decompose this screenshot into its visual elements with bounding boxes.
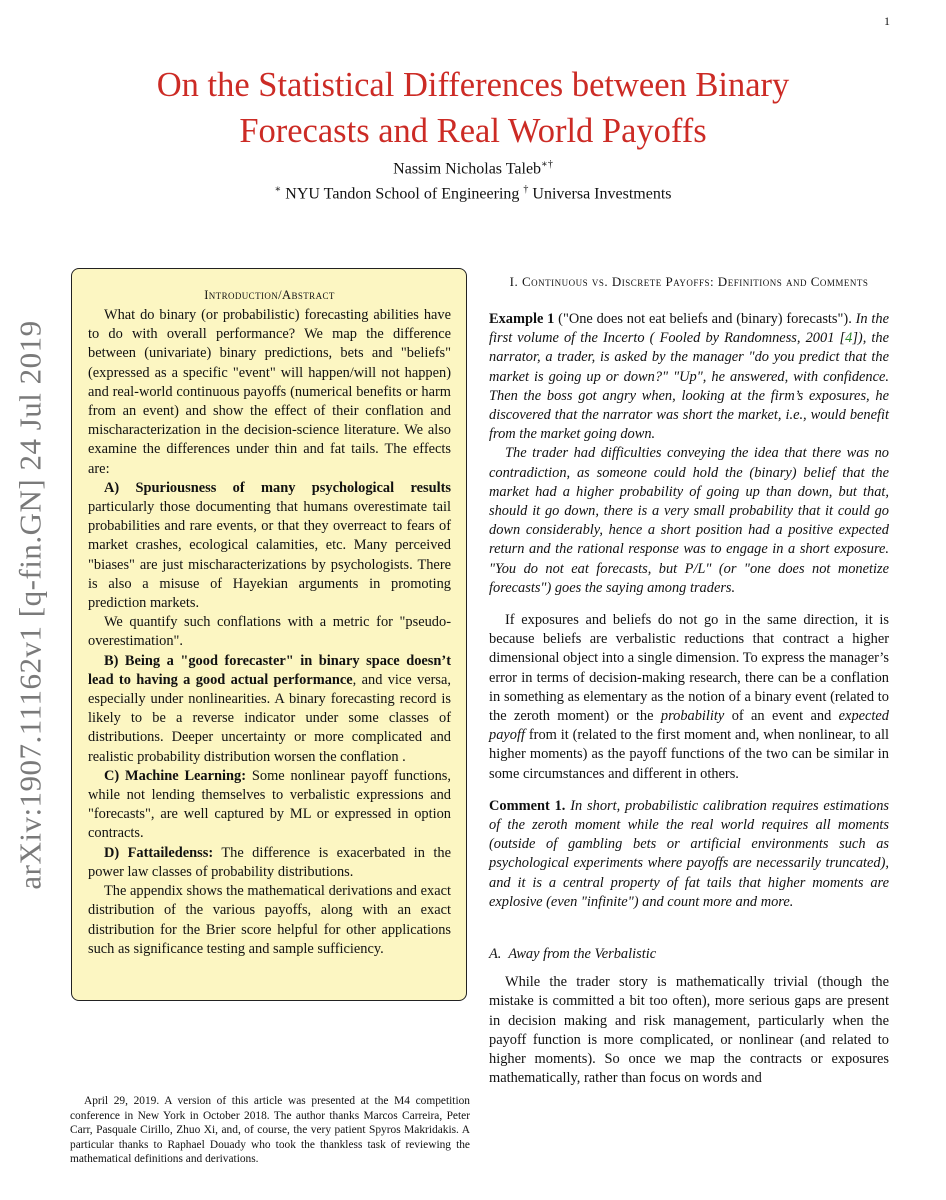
paper-title <box>60 62 886 154</box>
exposures-part-2: of an event and <box>724 708 839 725</box>
exposures-part-1: If exposures and beliefs do not go in the same direction, it is because beliefs are verbalistic reductions that contract a higher dimensional object into a single dimension. To express the manager’s error in terms of decision-making research, there can be a conflation in something as elementary as the notion of a binary event (related to the zeroth moment) or the <box>489 612 889 725</box>
arxiv-stamp-container <box>2 310 60 900</box>
author-name: Nassim Nicholas Taleb <box>393 160 542 178</box>
section-heading <box>489 272 889 292</box>
exposures-paragraph <box>489 611 889 784</box>
abstract-intro: What do binary (or probabilistic) forecasting abilities have to do with overall performance? We map the difference between (univariate) binary predictions, bets and "beliefs" (expressed as a specific "event" will happen/will not happen) and real-world continuous payoffs (numerical benefits or harm from an event) and show the effect of their conflation and mischaracterization in the decision-science literature. We also examine the differences under thin and fat tails. The effects are: <box>88 307 451 477</box>
subsection-heading <box>489 946 889 963</box>
item-d-title: D) Fattailedenss: <box>104 844 214 861</box>
example-paragraph-2-text: The trader had difficulties conveying the idea that there was no contradiction, as someone could hold the (binary) belief that the market had a higher probability of going up than down, but that, should it go down, there is a very small probability that it could go down considerably, hence a short position had a positive expected return and the rational response was to engage in a short exposure. "You do not eat forecasts, but P/L" (or "one does not monetize forecasts") goes the saying among traders. <box>489 445 889 596</box>
page-number: 1 <box>884 14 890 28</box>
item-b-text: , and vice versa, especially under nonlinearities. A binary forecasting record is likely to be a reverse indicator under some classes of distributions. Deeper uncertainty or more complicated and realistic probability distribution worsen the conflation . <box>88 671 451 765</box>
item-a-text: particularly those documenting that humans overestimate tail probabilities and rare events, or that they overreact to fears of market crashes, ecological calamities, etc. Many perceived "biases" are just mischaracterizations by psychologists. There is also a misuse of Hayekian arguments in promoting prediction markets. <box>88 499 451 612</box>
citation-link[interactable]: 4 <box>845 330 853 347</box>
section-numeral: I. <box>509 274 519 289</box>
item-c-title: C) Machine Learning: <box>104 767 247 784</box>
affil-mark-2: † <box>523 184 529 195</box>
affil-inst-2: Universa Investments <box>532 185 672 203</box>
subsection-label: A. <box>489 946 502 963</box>
exposures-part-3: from it (related to the first moment and, when nonlinear, to all higher moments) as the payoff functions of the two can be similar in some circumstances and different in others. <box>489 727 889 782</box>
abstract-heading: Introduction/Abstract <box>204 288 335 302</box>
footnote: April 29, 2019. A version of this article was presented at the M4 competition conference in New York in October 2018. The author thanks Marcos Carreira, Peter Carr, Pasquale Cirillo, Zhuo Xi, and, of course, the very patient Spyros Makridakis. A particular thanks to Raphael Douady who took the thankless task of reviewing the mathematical definitions and derivations. <box>70 1095 470 1166</box>
item-d-text: The difference is exacerbated in the power law classes of probability distributions. <box>88 844 451 880</box>
exposures-prob: probability <box>660 708 725 725</box>
exposures-payoff: expected payoff <box>489 708 889 744</box>
item-b-title: B) Being a "good forecaster" in binary space doesn’t lead to having a good actual performance <box>88 652 451 688</box>
abstract-item-b <box>88 652 451 767</box>
example-subtitle: ("One does not eat beliefs and (binary) forecasts"). <box>558 311 852 327</box>
arxiv-stamp: arXiv:1907.11162v1 [q-fin.GN] 24 Jul 2019 <box>13 320 49 890</box>
abstract-appendix: The appendix shows the mathematical derivations and exact distribution of the various payoffs, along with an exact distribution for the Brier score helpful for other applications such as significance testing and sample sufficiency. <box>88 883 451 957</box>
author-line <box>60 159 886 178</box>
right-column <box>489 272 889 1088</box>
example-label: Example 1 <box>489 311 555 327</box>
subsection-title: Away from the Verbalistic <box>508 946 657 963</box>
affil-mark-1: ∗ <box>274 184 282 195</box>
affiliation-line <box>60 184 886 203</box>
item-c-text: Some nonlinear payoff functions, while not lending themselves to verbalistic expressions and "forecasts", are well captured by ML or expressed in option contracts. <box>88 767 452 842</box>
section-title: Continuous vs. Discrete Payoffs: Definitions and Comments <box>521 274 869 289</box>
author-marks: ∗† <box>541 159 553 170</box>
example-1 <box>489 310 889 444</box>
abstract-item-c <box>88 767 451 844</box>
title-line-1: On the Statistical Differences between Binary <box>156 66 790 104</box>
comment-text: In short, probabilistic calibration requires estimations of the zeroth moment while the real world requires all moments (outside of gambling bets or artificial environments such as psychological experiments where payoffs are necessarily truncated), and it is a central property of fat tails that higher moments are explosive (even "infinite") and count more and more. <box>489 797 889 910</box>
comment-label: Comment 1. <box>489 797 566 814</box>
example-paragraph-2 <box>489 444 889 598</box>
example-text-after: ]), the narrator, a trader, is asked by the manager "do you predict that the market is going up or down?" "Up", he answered, with confidence. Then the boss got angry when, looking at the firm’s exposures, he discovered that the narrator was short the market, i.e., would benefit from the market going down. <box>489 330 889 443</box>
example-text-before: In the first volume of the Incerto ( Fooled by Randomness, 2001 [ <box>489 311 889 347</box>
abstract-item-d <box>88 844 451 882</box>
abstract-quantify: We quantify such conflations with a metric for "pseudo-overestimation". <box>88 614 451 650</box>
item-a-title: A) Spuriousness of many psychological results <box>104 479 451 496</box>
abstract-box <box>71 268 467 1001</box>
trader-story-paragraph: While the trader story is mathematically trivial (though the mistake is committed a bit too often), more serious gaps are present in decision making and risk management, particularly when the payoff function is more complicated, or nonlinear (and related to higher moments). So once we map the contracts or exposures mathematically, rather than focus on words and <box>489 974 889 1087</box>
affil-inst-1: NYU Tandon School of Engineering <box>285 185 520 203</box>
abstract-item-a <box>88 479 451 613</box>
comment-1 <box>489 797 889 912</box>
title-line-2: Forecasts and Real World Payoffs <box>239 112 707 150</box>
